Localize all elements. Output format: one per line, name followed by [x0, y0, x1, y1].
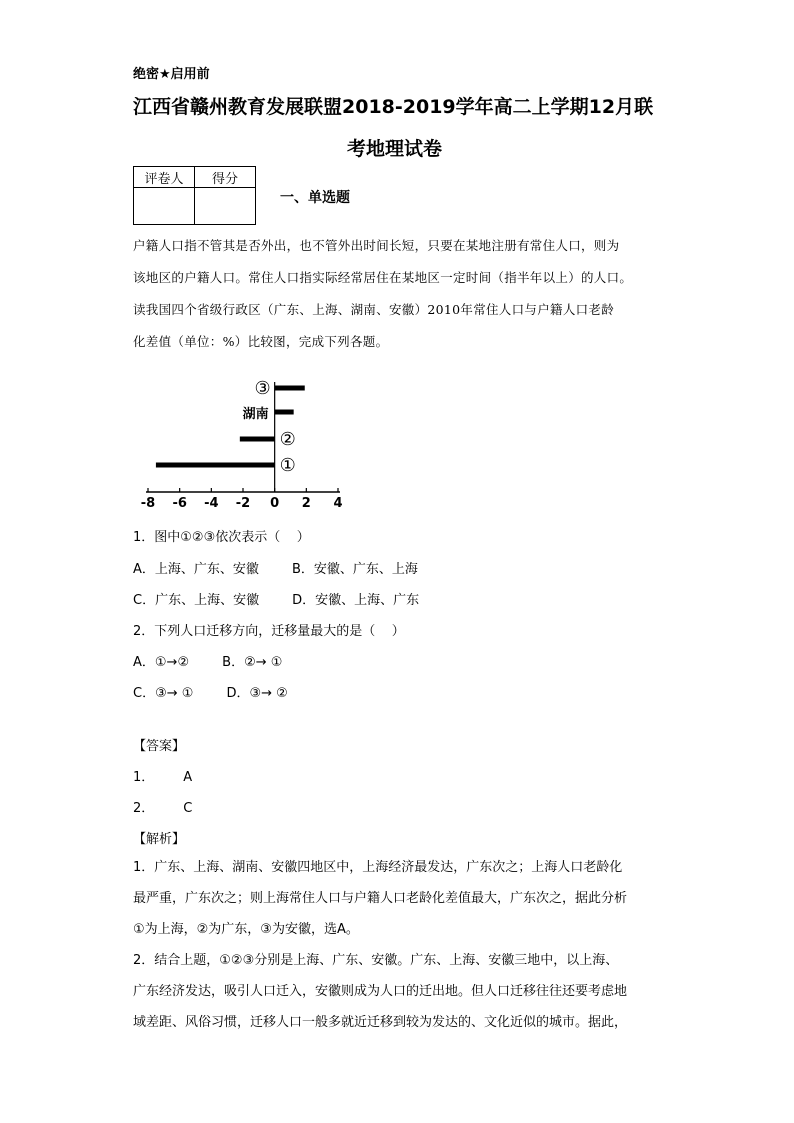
- score-cell[interactable]: [195, 188, 256, 225]
- x-tick-label: 4: [333, 496, 343, 511]
- bar-category-label: 湖南: [242, 407, 269, 422]
- bar: [156, 463, 275, 468]
- intro-line: 户籍人口指不管其是否外出，也不管外出时间长短，只要在某地注册有常住人口，则为: [133, 238, 620, 253]
- x-tick-label: 2: [301, 496, 311, 511]
- analysis-line: 广东经济发达，吸引人口迁入，安徽则成为人口的迁出地。但人口迁移往往还要考虑地: [133, 984, 628, 999]
- answer-heading: 【答案】: [133, 739, 186, 754]
- answer-2: 2． C: [133, 801, 193, 816]
- bar-category-label: ②: [279, 429, 296, 450]
- x-tick-label: -6: [172, 496, 187, 511]
- analysis-line: ①为上海，②为广东，③为安徽，选A。: [133, 922, 359, 937]
- bar: [240, 437, 275, 442]
- x-tick-label: -2: [235, 496, 251, 511]
- score-header: 得分: [195, 167, 256, 188]
- intro-line: 化差值（单位：%）比较图，完成下列各题。: [133, 334, 389, 349]
- analysis-line: 2．结合上题，①②③分别是上海、广东、安徽。广东、上海、安徽三地中，以上海、: [133, 953, 619, 968]
- question-1-options-cd: C．广东、上海、安徽 D．安徽、上海、广东: [133, 593, 420, 608]
- confidential-label: 绝密★启用前: [133, 67, 210, 82]
- intro-line: 该地区的户籍人口。常住人口指实际经常居住在某地区一定时间（指半年以上）的人口。: [133, 270, 633, 285]
- grader-cell[interactable]: [134, 188, 195, 225]
- x-tick-label: -8: [140, 496, 156, 511]
- analysis-line: 1．广东、上海、湖南、安徽四地区中，上海经济最发达，广东次之；上海人口老龄化: [133, 860, 623, 875]
- bar: [275, 410, 294, 415]
- question-2-options-cd: C．③→ ① D．③→ ②: [133, 686, 288, 701]
- exam-title-line2: 考地理试卷: [347, 138, 443, 160]
- section-title: 一、单选题: [280, 190, 350, 206]
- bar: [275, 386, 305, 391]
- question-1: 1．图中①②③依次表示（ ）: [133, 530, 310, 545]
- analysis-heading: 【解析】: [133, 832, 186, 847]
- question-2: 2．下列人口迁移方向，迁移量最大的是（ ）: [133, 624, 405, 639]
- exam-title-line1: 江西省赣州教育发展联盟2018-2019学年高二上学期12月联: [133, 96, 654, 118]
- score-table: [133, 166, 256, 225]
- intro-line: 读我国四个省级行政区（广东、上海、湖南、安徽）2010年常住人口与户籍人口老龄: [133, 302, 615, 317]
- analysis-paragraph: [133, 852, 663, 1038]
- bar-category-label: ③: [254, 378, 271, 399]
- x-tick-label: 0: [270, 496, 280, 511]
- x-tick-label: -4: [204, 496, 219, 511]
- answer-1: 1． A: [133, 770, 193, 785]
- question-1-options-ab: A．上海、广东、安徽 B．安徽、广东、上海: [133, 562, 418, 577]
- intro-paragraph: [133, 230, 663, 358]
- bar-category-label: ①: [279, 455, 296, 476]
- question-2-options-ab: A．①→② B．②→ ①: [133, 655, 283, 670]
- analysis-line: 最严重，广东次之；则上海常住人口与户籍人口老龄化差值最大，广东次之，据此分析: [133, 891, 628, 906]
- analysis-line: 域差距、风俗习惯，迁移人口一般多就近迁移到较为发达的、文化近似的城市。据此，: [133, 1015, 628, 1030]
- aging-difference-chart: [140, 372, 360, 512]
- grader-header: 评卷人: [134, 167, 195, 188]
